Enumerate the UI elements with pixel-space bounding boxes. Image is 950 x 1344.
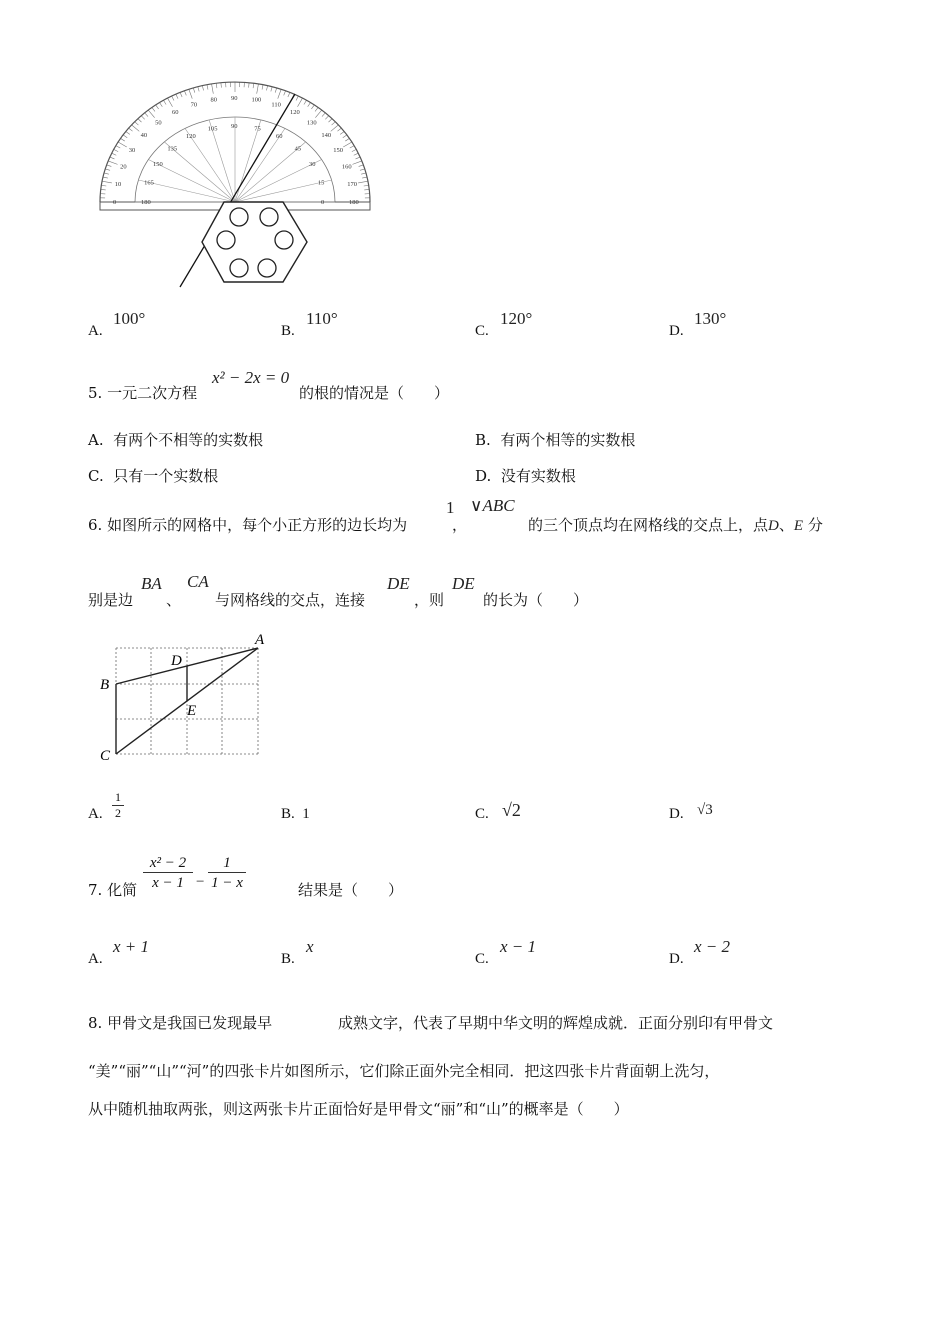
q6-option-c-value: √2 [502,800,521,820]
protractor-inner-label: 90 [231,123,238,130]
q6-line2-d: 的长为（ ） [483,591,589,609]
protractor-tick [332,122,336,125]
q8-line1-b: 成熟文字，代表了早期中华文明的辉煌成就．正面分别印有甲骨文 [338,1014,774,1032]
q5-option-b[interactable]: B. 有两个相等的实数根 [475,431,636,449]
protractor-tick [298,98,303,107]
q4-option-a-value: 100° [113,309,146,328]
protractor-tick [176,94,178,98]
protractor-outer-label: 20 [120,163,127,171]
q5-text-before: 一元二次方程 [107,384,198,402]
q6-number: 6. [88,516,103,534]
q7-option-b-value: x [306,937,314,956]
q6-label-E: E [187,703,197,719]
protractor-tick [249,83,250,88]
protractor-inner-label: 0 [321,199,325,206]
protractor-tick [337,128,341,131]
protractor-tick [129,128,133,131]
q6-line2-a: 别是边 [88,591,134,609]
q8-line1-a: 甲骨文是我国已发现最早 [107,1014,273,1032]
protractor-tick [114,149,118,151]
protractor-tick [364,185,369,186]
protractor-tick [145,113,148,117]
q7-option-a[interactable]: A. [88,951,103,967]
protractor-tick [112,153,117,155]
protractor-inner-label: 45 [294,145,302,153]
q7-text: 化简 [107,881,138,899]
protractor-tick [180,92,182,97]
q6-line1-a: 如图所示的网格中，每个小正方形的边长均为 [107,516,408,534]
protractor-tick [361,173,366,174]
protractor-tick [184,91,186,96]
protractor-tick [360,169,365,170]
protractor-tick [331,125,339,131]
protractor-tick [103,177,108,178]
protractor-inner-label: 135 [167,145,178,153]
protractor-outer-label: 100 [251,96,262,104]
protractor-figure [95,80,385,295]
protractor-tick [315,110,321,118]
protractor-tick [107,165,112,167]
protractor-tick [118,142,127,147]
protractor-tick [202,86,203,91]
protractor-tick [343,135,347,138]
protractor-inner-label: 105 [207,125,218,133]
protractor-tick [172,96,174,100]
protractor-tick [257,84,259,94]
protractor-tick [362,177,367,178]
q7-option-b[interactable]: B. [281,951,295,967]
protractor-tick [308,103,311,107]
protractor-inner-label: 30 [308,161,316,168]
protractor-inner-label: 60 [276,133,283,141]
q7-option-c[interactable]: C. [475,951,489,967]
protractor-outer-label: 70 [190,101,198,109]
protractor-tick [212,84,214,94]
protractor-outer-label: 0 [113,199,117,206]
q6-line1-b: 的三个顶点均在网格线的交点上，点D、E 分 [528,516,823,534]
q6-option-a-frac: 1 2 [112,790,124,821]
protractor-tick [135,122,139,125]
protractor-tick [296,96,298,100]
protractor-outer-label: 140 [321,132,332,140]
protractor-tick [311,105,314,109]
q6-option-d[interactable]: D. [669,806,684,822]
q8-line1 [88,1012,272,1033]
protractor-tick [275,88,277,93]
q6-triangle-lines [116,648,258,754]
q4-option-b[interactable]: B. [281,323,295,339]
q6-option-a[interactable]: A. [88,806,103,822]
q6-option-c[interactable]: C. [475,806,489,822]
q5-option-a[interactable]: A. 有两个不相等的实数根 [88,431,264,449]
protractor-tick [288,92,290,97]
q6-DE2: DE [452,574,475,593]
protractor-tick [325,116,328,120]
protractor-tick [102,181,112,183]
q5-stem [88,382,197,403]
protractor-outer-label: 170 [347,180,357,188]
protractor-tick [345,138,349,141]
protractor-tick [101,189,106,190]
protractor-tick [198,87,199,92]
protractor-outer-label: 50 [155,119,162,127]
protractor-tick [104,173,109,174]
q4-option-d-value: 130° [694,309,727,328]
q4-option-c[interactable]: C. [475,323,489,339]
protractor-tick [163,100,166,104]
q6-label-D: D [171,653,182,669]
protractor-outer-label: 60 [172,108,179,116]
q6-dun: 、 [166,591,182,609]
q4-option-c-value: 120° [500,309,533,328]
protractor-tick [189,89,192,98]
protractor-outer-label: 110 [271,101,281,109]
protractor-tick [116,146,120,148]
q6-option-d-value: √3 [697,802,713,818]
protractor-tick [350,146,354,148]
q5-number: 5. [88,384,103,402]
q5-text-after: 的根的情况是（ ） [299,384,450,402]
protractor-inner-label: 75 [254,125,261,133]
protractor-outer-label: 10 [114,180,122,188]
q7-number: 7. [88,881,103,899]
q6-one: 1 [446,498,455,517]
protractor-tick [284,91,286,96]
protractor-tick [358,181,368,183]
protractor-tick [304,100,307,104]
protractor-outer-label: 130 [306,119,317,127]
q5-option-c[interactable]: C. 只有一个实数根 [88,467,219,485]
protractor-tick [364,189,369,190]
protractor-tick [193,88,195,93]
protractor-outer-label: 80 [210,96,218,104]
protractor-tick [352,149,356,151]
protractor-tick [352,161,361,164]
protractor-tick [207,85,208,90]
protractor-tick [266,86,267,91]
protractor-tick [101,185,106,186]
protractor-tick [121,138,125,141]
protractor-tick [278,89,281,98]
protractor-tick [132,125,140,131]
protractor-outer-label: 30 [128,147,136,154]
q7-text-after: 结果是（ ） [298,881,404,899]
protractor-outer-label: 180 [349,199,359,206]
protractor-tick [216,83,217,88]
protractor-tick [315,107,318,111]
q7-fraction-2: 1 1 − x [208,855,246,892]
q6-label-C: C [100,748,111,764]
q4-option-a[interactable]: A. [88,323,103,339]
protractor-tick [221,83,222,88]
protractor-tick [123,135,127,138]
q4-option-d[interactable]: D. [669,323,684,339]
protractor-tick [160,103,163,107]
protractor-tick [359,165,364,167]
q7-minus: − [196,874,205,890]
protractor-tick [356,157,361,159]
protractor-inner-label: 150 [153,161,163,168]
protractor-outer-label: 120 [290,108,300,116]
protractor-tick [168,98,173,107]
q6-label-A: A [255,632,265,648]
q6-label-B: B [100,677,110,693]
protractor-tick [354,153,359,155]
q8-number: 8. [88,1014,103,1032]
protractor-outer-label: 160 [341,163,352,171]
q6-line1 [88,514,407,535]
q7-option-d[interactable]: D. [669,951,684,967]
protractor-tick [110,157,115,159]
q5-option-d[interactable]: D. 没有实数根 [475,467,576,485]
protractor-inner-label: 15 [317,179,325,187]
q6-comma: ， [452,516,468,534]
q6-option-b[interactable]: B. 1 [281,806,310,822]
protractor-tick [138,119,142,122]
protractor-tick [148,110,154,118]
protractor-outer-label: 40 [140,132,148,140]
protractor-tick [329,119,333,122]
protractor-tick [262,85,263,90]
q6-line2-c: ，则 [414,591,445,609]
protractor-tick [271,87,272,92]
protractor-tick [156,105,159,109]
q6-CA: CA [187,572,209,591]
q6-grid-figure [96,628,276,768]
q6-DE1: DE [387,574,410,593]
protractor-outer-label: 150 [333,147,343,154]
protractor-outer-label: 90 [231,95,238,102]
q4-option-b-value: 110° [306,309,338,328]
q8-line2: “美”“丽”“山”“河”的四张卡片如图所示，它们除正面外完全相同．把这四张卡片背面朝上洗匀， [88,1062,720,1080]
protractor-tick [141,116,144,120]
protractor-tick [322,113,325,117]
protractor-tick [105,169,110,170]
q6-BA: BA [141,574,162,593]
q7-fraction-1: x² − 2 x − 1 [143,855,193,892]
protractor-inner-label: 120 [186,133,196,141]
q7-option-c-value: x − 1 [500,937,537,956]
protractor-tick [152,107,155,111]
protractor-tick [340,131,344,134]
q6-triangle: ∨ABC [470,496,515,515]
q7-option-d-value: x − 2 [694,937,731,956]
protractor-tick [253,83,254,88]
protractor-tick [108,161,117,164]
q5-equation: x² − 2x = 0 [212,368,290,387]
protractor-inner-label: 165 [144,179,154,187]
protractor-tick [343,142,352,147]
q7-stem [88,879,137,900]
q8-line3: 从中随机抽取两张，则这两张卡片正面恰好是甲骨文“丽”和“山”的概率是（ ） [88,1100,629,1118]
protractor-inner-label: 180 [141,199,151,206]
protractor-tick [126,131,130,134]
q7-option-a-value: x + 1 [113,937,150,956]
q6-line2-b: 与网格线的交点，连接 [215,591,366,609]
